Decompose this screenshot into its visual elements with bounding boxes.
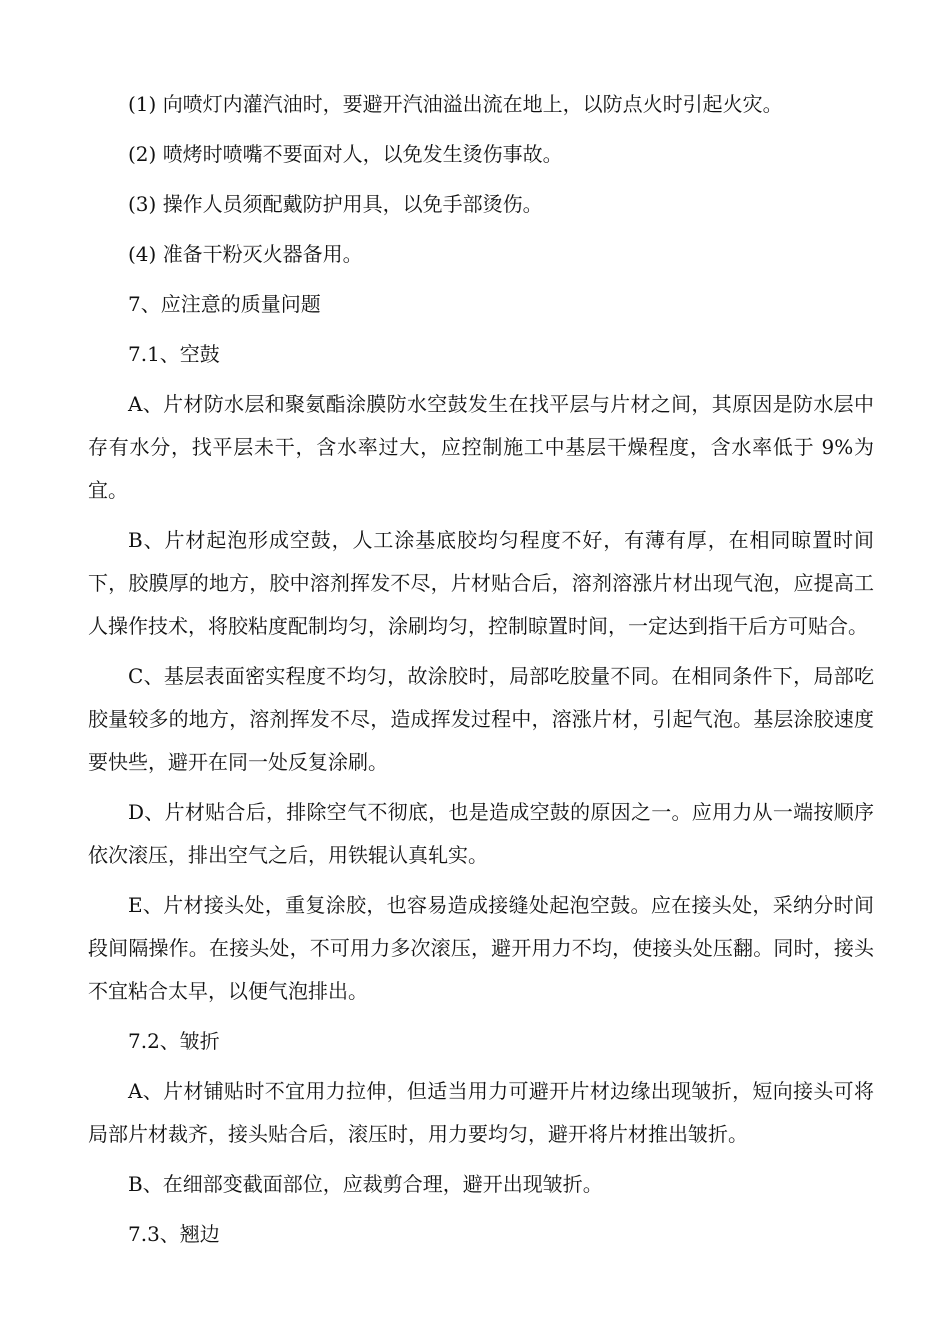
section-7-1-heading: 7.1、空鼓 [128,342,220,366]
section-7-1-paragraph-b: B、片材起泡形成空鼓，人工涂基底胶均匀程度不好，有薄有厚，在相同晾置时间下，胶膜厚的地方，胶中溶剂挥发不尽，片材贴合后，溶剂溶涨片材出现气泡，应提高工人操作技术，将胶粘度配制均匀，涂刷均匀，控制晾置时间，一定达到指干后方可贴合。 [88,528,874,638]
section-7-2-heading: 7.2、皱折 [128,1029,220,1053]
safety-item-1: (1) 向喷灯内灌汽油时，要避开汽油溢出流在地上，以防点火时引起火灾。 [128,92,783,116]
section-7-1-paragraph-d: D、片材贴合后，排除空气不彻底，也是造成空鼓的原因之一。应用力从一端按顺序依次滚压，排出空气之后，用铁辊认真轧实。 [88,800,874,867]
section-7-1-paragraph-a: A、片材防水层和聚氨酯涂膜防水空鼓发生在找平层与片材之间，其原因是防水层中存有水分，找平层未干，含水率过大，应控制施工中基层干燥程度，含水率低于 9%为宜。 [88,392,874,502]
safety-item-2: (2) 喷烤时喷嘴不要面对人，以免发生烫伤事故。 [128,142,563,166]
section-7-3-heading: 7.3、翘边 [128,1222,220,1246]
section-7-2-paragraph-a: A、片材铺贴时不宜用力拉伸，但适当用力可避开片材边缘出现皱折，短向接头可将局部片材裁齐，接头贴合后，滚压时，用力要均匀，避开将片材推出皱折。 [88,1079,874,1146]
section-7-heading: 7、应注意的质量问题 [128,292,321,316]
section-7-2-paragraph-b: B、在细部变截面部位，应裁剪合理，避开出现皱折。 [128,1172,603,1196]
section-7-1-paragraph-e: E、片材接头处，重复涂胶，也容易造成接缝处起泡空鼓。应在接头处，采纳分时间段间隔操作。在接头处，不可用力多次滚压，避开用力不均，使接头处压翻。同时，接头不宜粘合太早，以便气泡排出。 [88,893,874,1003]
safety-item-4: (4) 准备干粉灭火器备用。 [128,242,363,266]
safety-item-3: (3) 操作人员须配戴防护用具，以免手部烫伤。 [128,192,543,216]
document-body [88,83,874,1263]
section-7-1-paragraph-c: C、基层表面密实程度不均匀，故涂胶时，局部吃胶量不同。在相同条件下，局部吃胶量较多的地方，溶剂挥发不尽，造成挥发过程中，溶涨片材，引起气泡。基层涂胶速度要快些，避开在同一处反复涂刷。 [88,664,874,774]
